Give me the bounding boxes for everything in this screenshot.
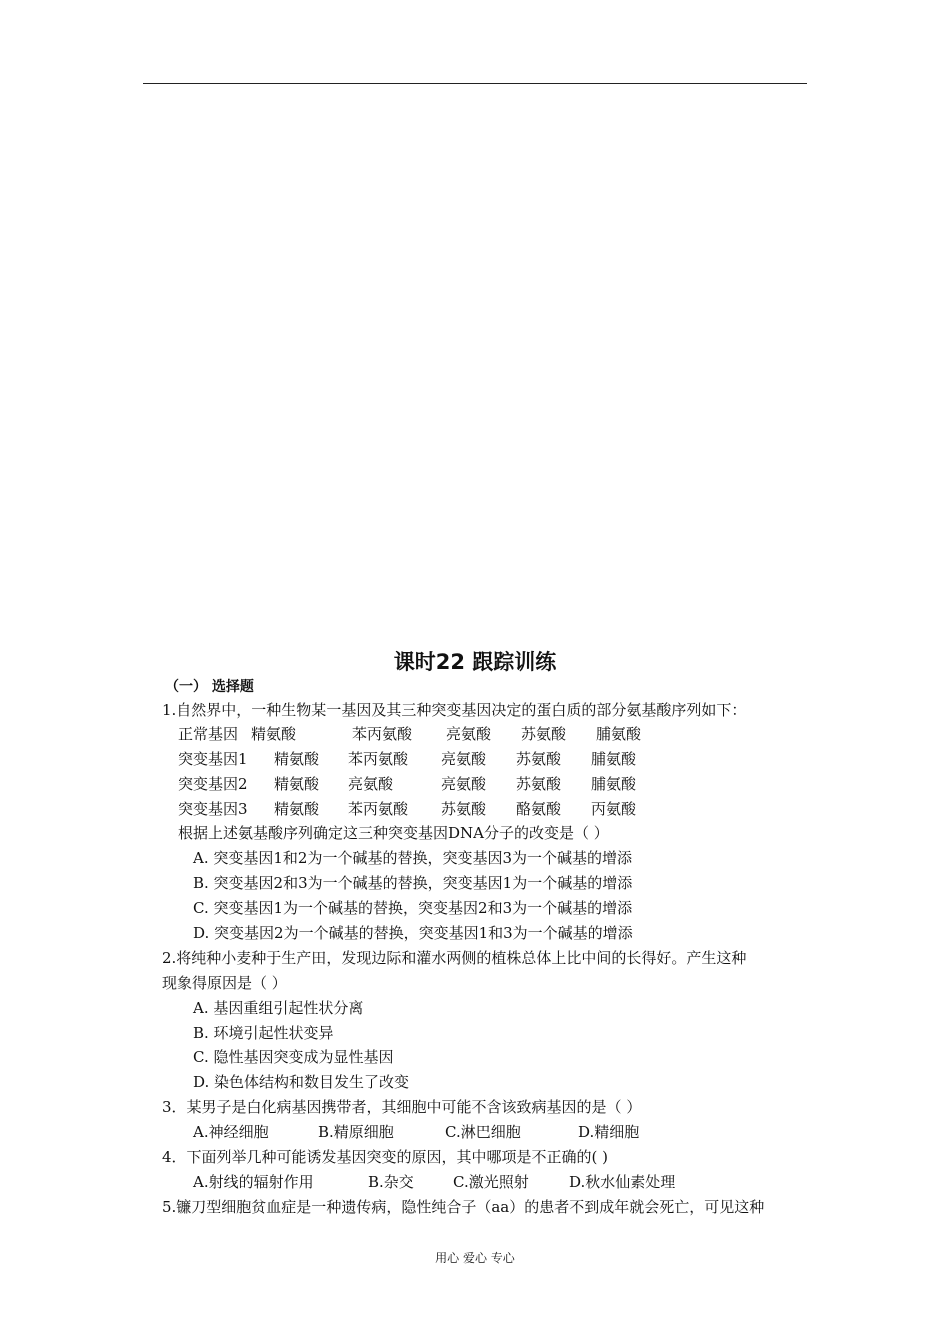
header-rule (143, 83, 807, 84)
q4-option-c: C.激光照射 (453, 1173, 529, 1191)
q3-stem: 3．某男子是白化病基因携带者，其细胞中可能不含该致病基因的是（ ） (162, 1098, 642, 1116)
q4-option-b: B.杂交 (368, 1173, 414, 1191)
q4-stem: 4．下面列举几种可能诱发基因突变的原因，其中哪项是不正确的( ) (162, 1148, 609, 1166)
cell: 苏氨酸 (516, 750, 562, 768)
q1-question: 根据上述氨基酸序列确定这三种突变基因DNA分子的改变是（ ） (178, 824, 609, 842)
q3-option-c: C.淋巴细胞 (445, 1123, 521, 1141)
cell: 苏氨酸 (441, 800, 487, 818)
row-label: 突变基因1 (178, 750, 248, 768)
q2-option-d: D. 染色体结构和数目发生了改变 (193, 1073, 410, 1091)
cell: 丙氨酸 (591, 800, 637, 818)
q4-option-d: D.秋水仙素处理 (569, 1173, 676, 1191)
row-label: 突变基因3 (178, 800, 248, 818)
cell: 精氨酸 (274, 800, 320, 818)
q1-stem: 1.自然界中，一种生物某一基因及其三种突变基因决定的蛋白质的部分氨基酸序列如下： (162, 701, 747, 719)
cell: 苯丙氨酸 (352, 725, 413, 743)
q3-option-a: A.神经细胞 (193, 1123, 269, 1141)
q1-option-b: B. 突变基因2和3为一个碱基的替换，突变基因1为一个碱基的增添 (193, 874, 633, 892)
page-title: 课时22 跟踪训练 (393, 650, 557, 674)
section-heading: （一） 选择题 (165, 679, 254, 695)
q2-option-b: B. 环境引起性状变异 (193, 1024, 334, 1042)
q2-option-c: C. 隐性基因突变成为显性基因 (193, 1048, 394, 1066)
q2-stem-line-2: 现象得原因是（ ） (162, 974, 287, 992)
cell: 精氨酸 (274, 775, 320, 793)
cell: 亮氨酸 (441, 775, 487, 793)
cell: 苯丙氨酸 (348, 800, 409, 818)
q3-option-d: D.精细胞 (578, 1123, 640, 1141)
page-footer: 用心 爱心 专心 (435, 1251, 515, 1265)
q5-stem: 5.镰刀型细胞贫血症是一种遗传病，隐性纯合子（aa）的患者不到成年就会死亡，可见这种 (162, 1198, 765, 1216)
q1-option-c: C. 突变基因1为一个碱基的替换，突变基因2和3为一个碱基的增添 (193, 899, 633, 917)
q4-option-a: A.射线的辐射作用 (193, 1173, 314, 1191)
cell: 苯丙氨酸 (348, 750, 409, 768)
cell: 亮氨酸 (348, 775, 394, 793)
cell: 苏氨酸 (521, 725, 567, 743)
row-label: 正常基因 (178, 725, 239, 743)
cell: 酪氨酸 (516, 800, 562, 818)
cell: 脯氨酸 (591, 775, 637, 793)
q4-options (193, 1172, 713, 1192)
q2-option-a: A. 基因重组引起性状分离 (193, 999, 364, 1017)
q3-option-b: B.精原细胞 (318, 1123, 394, 1141)
row-label: 突变基因2 (178, 775, 248, 793)
cell: 苏氨酸 (516, 775, 562, 793)
cell: 脯氨酸 (596, 725, 642, 743)
cell: 亮氨酸 (446, 725, 492, 743)
cell: 亮氨酸 (441, 750, 487, 768)
cell: 精氨酸 (274, 750, 320, 768)
cell: 脯氨酸 (591, 750, 637, 768)
q1-option-d: D. 突变基因2为一个碱基的替换，突变基因1和3为一个碱基的增添 (193, 924, 633, 942)
cell: 精氨酸 (251, 725, 297, 743)
q2-stem-line-1: 2.将纯种小麦种于生产田，发现边际和灌水两侧的植株总体上比中间的长得好。产生这种 (162, 949, 747, 967)
q1-option-a: A. 突变基因1和2为一个碱基的替换，突变基因3为一个碱基的增添 (193, 849, 633, 867)
q3-options (193, 1122, 713, 1142)
